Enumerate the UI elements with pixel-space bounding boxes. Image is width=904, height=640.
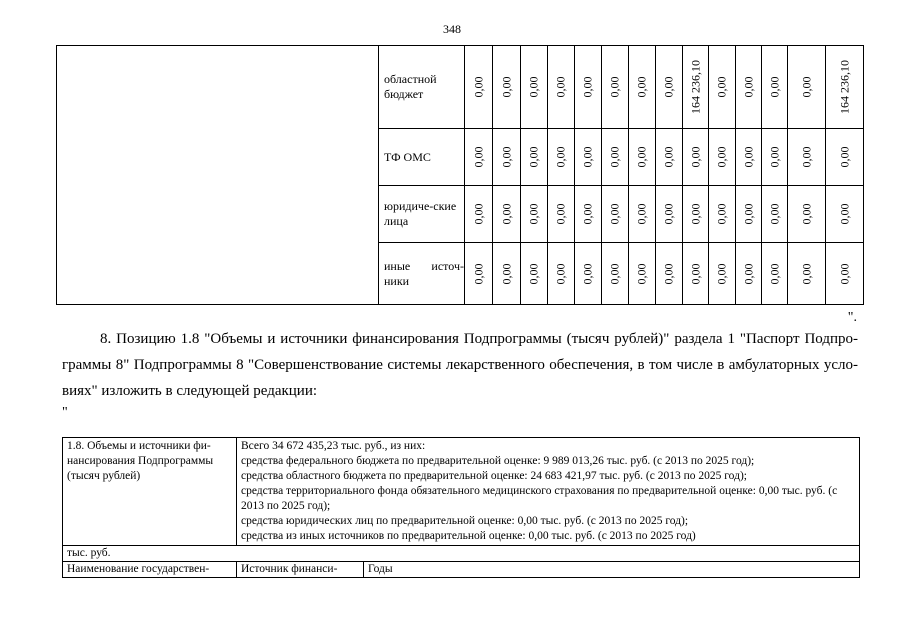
funding-source-cell: юридиче-ские лица [379, 186, 465, 243]
value-cell [826, 46, 864, 129]
units-row [63, 546, 860, 562]
value-text: 0,00 [607, 203, 622, 225]
tfoms-line: средства территориального фонда обязательного медицинского страхования по предварительной оценке: 0,00 тыс. руб. (с 2013 по 2025 год); [241, 485, 838, 512]
value-cell [575, 186, 602, 243]
value-cell [548, 186, 575, 243]
value-text: 0,00 [553, 146, 568, 168]
federal-line: средства федерального бюджета по предварительной оценке: 9 989 013,26 тыс. руб. (с 2013 по 2025 год); [241, 455, 755, 467]
legal-entities-line: средства юридических лиц по предварительной оценке: 0,00 тыс. руб. (с 2013 по 2025 год); [241, 515, 689, 527]
value-text: 0,00 [741, 263, 755, 284]
value-text: 0,00 [688, 203, 702, 225]
page-number: 348 [443, 22, 461, 36]
value-cell [602, 46, 629, 129]
value-cell [602, 243, 629, 305]
value-cell [709, 129, 736, 186]
value-cell [493, 243, 521, 305]
opening-quote: " [62, 405, 68, 420]
value-text: 0,00 [526, 203, 541, 225]
value-cell [629, 129, 656, 186]
value-text: 0,00 [553, 203, 568, 225]
amendment-paragraph [62, 326, 858, 404]
passport-position-table [62, 437, 860, 578]
value-cell [709, 243, 736, 305]
paragraph-text: 8. Позицию 1.8 "Объемы и источники финансирования Подпрограммы (тысяч рублей)" раздела 1 "Паспорт Подпро-граммы 8" Подпрограммы 8 "Совершенствование системы лекарственного обеспечения, в том числе в амбулаторных усло-виях" изложить в следующей редакции: [62, 331, 858, 399]
value-cell [548, 46, 575, 129]
closing-quote: ". [847, 310, 857, 325]
value-text: 0,00 [580, 76, 595, 98]
value-text: 0,00 [837, 146, 851, 168]
value-text: 0,00 [714, 203, 729, 225]
value-text: 0,00 [553, 263, 568, 284]
funding-source-cell: ТФ ОМС [379, 129, 465, 186]
value-text: 0,00 [580, 203, 595, 225]
value-cell [575, 129, 602, 186]
position-content [237, 438, 860, 546]
value-cell [788, 129, 826, 186]
value-text: 0,00 [661, 203, 676, 225]
value-text: 0,00 [837, 263, 851, 284]
value-text: 164 236,10 [688, 60, 702, 114]
value-cell [683, 186, 709, 243]
value-text: 0,00 [799, 146, 813, 168]
value-text: 0,00 [837, 203, 851, 225]
value-text: 0,00 [767, 263, 781, 284]
value-cell [762, 186, 788, 243]
value-text: 164 236,10 [837, 60, 851, 114]
value-cell [788, 186, 826, 243]
value-cell [602, 129, 629, 186]
value-cell [465, 129, 493, 186]
value-text: 0,00 [634, 146, 649, 168]
financing-table-continued [56, 45, 864, 305]
position-label: 1.8. Объемы и источники фи-нансирования Подпрограммы (тысяч рублей) [63, 438, 237, 546]
regional-line: средства областного бюджета по предварительной оценке: 24 683 421,97 тыс. руб. (с 2013 по 2025 год); [241, 470, 747, 482]
value-cell [521, 243, 548, 305]
value-cell [656, 186, 683, 243]
value-text: 0,00 [767, 76, 781, 98]
value-cell [762, 129, 788, 186]
value-cell [629, 46, 656, 129]
value-text: 0,00 [580, 263, 595, 284]
value-text: 0,00 [499, 146, 513, 168]
value-cell [465, 46, 493, 129]
value-cell [826, 186, 864, 243]
value-text: 0,00 [634, 76, 649, 98]
value-text: 0,00 [526, 146, 541, 168]
value-cell [736, 243, 762, 305]
value-cell [826, 129, 864, 186]
value-cell [548, 243, 575, 305]
value-cell [736, 186, 762, 243]
value-cell [493, 129, 521, 186]
value-cell [683, 46, 709, 129]
value-text: 0,00 [607, 76, 622, 98]
value-cell [465, 243, 493, 305]
value-text: 0,00 [799, 203, 813, 225]
value-cell [826, 243, 864, 305]
value-text: 0,00 [471, 76, 485, 98]
value-text: 0,00 [714, 146, 729, 168]
value-text: 0,00 [714, 263, 729, 284]
value-text: 0,00 [607, 263, 622, 284]
table-row [57, 46, 864, 129]
header-row [63, 562, 860, 578]
value-text: 0,00 [799, 263, 813, 284]
value-cell [465, 186, 493, 243]
value-text: 0,00 [553, 76, 568, 98]
value-text: 0,00 [499, 76, 513, 98]
value-cell [788, 243, 826, 305]
value-cell [683, 243, 709, 305]
value-cell [656, 129, 683, 186]
value-text: 0,00 [634, 203, 649, 225]
value-cell [762, 46, 788, 129]
value-text: 0,00 [580, 146, 595, 168]
value-text: 0,00 [714, 76, 729, 98]
header-program-name: Наименование государствен- [63, 562, 237, 578]
value-text: 0,00 [499, 203, 513, 225]
value-text: 0,00 [471, 263, 485, 284]
blank-merged-cell [57, 46, 379, 305]
value-text: 0,00 [741, 203, 755, 225]
value-text: 0,00 [471, 146, 485, 168]
value-text: 0,00 [741, 146, 755, 168]
units-label: тыс. руб. [63, 546, 860, 562]
header-source: Источник финанси- [237, 562, 364, 578]
value-text: 0,00 [688, 146, 702, 168]
value-cell [656, 46, 683, 129]
value-text: 0,00 [471, 203, 485, 225]
value-cell [521, 186, 548, 243]
value-text: 0,00 [799, 76, 813, 98]
value-text: 0,00 [661, 146, 676, 168]
value-text: 0,00 [661, 76, 676, 98]
value-cell [788, 46, 826, 129]
value-text: 0,00 [741, 76, 755, 98]
funding-source-cell: иные источ-ники [379, 243, 465, 305]
value-cell [683, 129, 709, 186]
value-text: 0,00 [526, 263, 541, 284]
value-cell [629, 243, 656, 305]
value-cell [548, 129, 575, 186]
value-cell [521, 46, 548, 129]
value-cell [762, 243, 788, 305]
value-cell [656, 243, 683, 305]
other-sources-line: средства из иных источников по предварительной оценке: 0,00 тыс. руб. (с 2013 по 2025 год) [241, 530, 696, 542]
value-text: 0,00 [661, 263, 676, 284]
value-text: 0,00 [634, 263, 649, 284]
value-text: 0,00 [526, 76, 541, 98]
value-cell [736, 46, 762, 129]
value-cell [575, 243, 602, 305]
value-cell [629, 186, 656, 243]
total-line: Всего 34 672 435,23 тыс. руб., из них: [241, 440, 426, 452]
header-years: Годы [364, 562, 860, 578]
value-cell [521, 129, 548, 186]
value-cell [709, 46, 736, 129]
value-cell [493, 46, 521, 129]
value-cell [575, 46, 602, 129]
value-cell [736, 129, 762, 186]
value-text: 0,00 [607, 146, 622, 168]
value-text: 0,00 [767, 203, 781, 225]
passport-row [63, 438, 860, 546]
value-cell [709, 186, 736, 243]
value-cell [493, 186, 521, 243]
value-text: 0,00 [688, 263, 702, 284]
value-text: 0,00 [499, 263, 513, 284]
value-text: 0,00 [767, 146, 781, 168]
value-cell [602, 186, 629, 243]
funding-source-cell: областной бюджет [379, 46, 465, 129]
